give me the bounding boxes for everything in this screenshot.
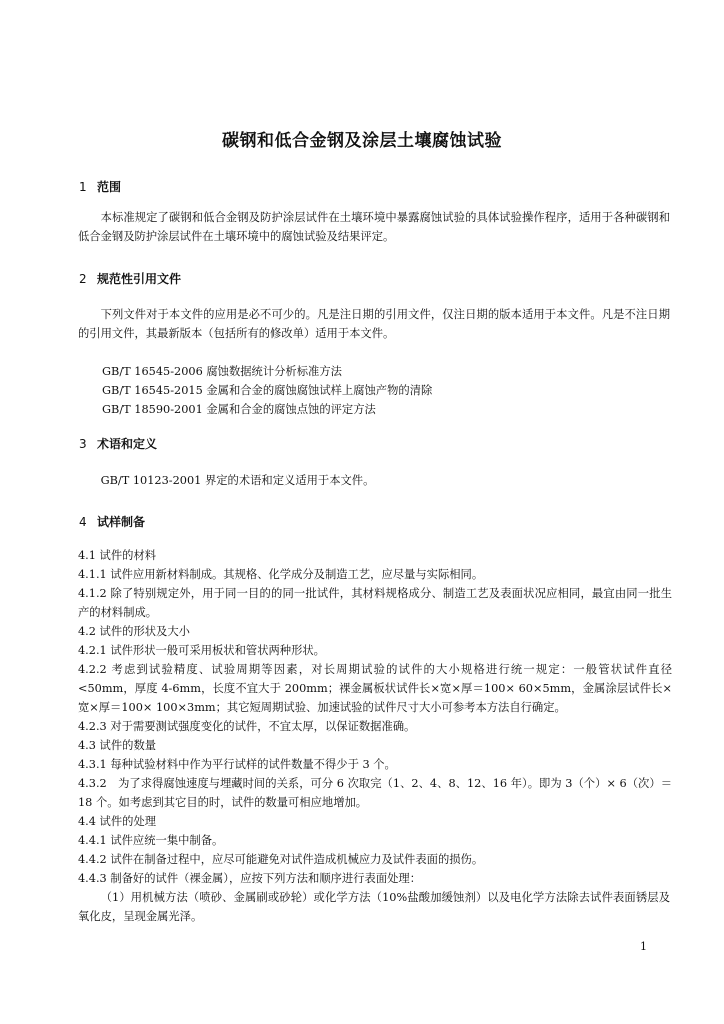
section-2-paragraph: 下列文件对于本文件的应用是必不可少的。凡是注日期的引用文件，仅注日期的版本适用于本文件。凡是不注日期的引用文件，其最新版本（包括所有的修改单）适用于本文件。	[78, 308, 670, 340]
section-title: 试样制备	[97, 515, 146, 529]
section-3-paragraph: GB/T 10123-2001 界定的术语和定义适用于本文件。	[100, 474, 375, 487]
page-title: 碳钢和低合金钢及涂层土壤腐蚀试验	[222, 131, 502, 151]
page-number: 1	[640, 940, 647, 953]
clause-4-4-3: 4.4.3 制备好的试件（裸金属），应按下列方法和顺序进行表面处理：	[78, 872, 422, 885]
clause-4-4-3-item-1: （1）用机械方法（喷砂、金属刷或砂轮）或化学方法（10%盐酸加缓蚀剂）以及电化学方法除去试件表面锈层及氧化皮，呈现金属光泽。	[78, 891, 670, 923]
section-3-heading	[79, 435, 157, 452]
clause-4-3: 4.3 试件的数量	[78, 739, 157, 752]
clause-4-2-3: 4.2.3 对于需要测试强度变化的试件，不宜太厚，以保证数据准确。	[78, 720, 416, 733]
section-4-heading	[79, 513, 145, 530]
clause-4-2-2: 4.2.2 考虑到试验精度、试验周期等因素，对长周期试验的试件的大小规格进行统一规定：一般管状试件直径<50mm，厚度 4-6mm，长度不宜大于 200mm；裸金属板状试件长×宽×厚＝100× 60×5mm，金属涂层试件长×宽×厚＝100× 100×3mm；其它短周期试验、加速试验的试件尺寸大小可参考本方法自行确定。	[78, 663, 672, 714]
reference-item: GB/T 16545-2006 腐蚀数据统计分析标准方法	[102, 365, 342, 378]
clause-4-2: 4.2 试件的形状及大小	[78, 625, 190, 638]
section-1-paragraph: 本标准规定了碳钢和低合金钢及防护涂层试件在土壤环境中暴露腐蚀试验的具体试验操作程序，适用于各种碳钢和低合金钢及防护涂层试件在土壤环境中的腐蚀试验及结果评定。	[78, 211, 670, 243]
reference-item: GB/T 16545-2015 金属和合金的腐蚀腐蚀试样上腐蚀产物的清除	[102, 384, 433, 397]
section-number: 1	[79, 180, 87, 194]
section-title: 规范性引用文件	[97, 272, 182, 286]
section-1-heading	[79, 178, 121, 195]
clause-4-3-1: 4.3.1 每种试验材料中作为平行试样的试件数量不得少于 3 个。	[78, 758, 396, 771]
clause-4-1-2: 4.1.2 除了特别规定外，用于同一目的的同一批试件，其材料规格成分、制造工艺及表面状况应相同，最宜由同一批生产的材料制成。	[78, 587, 672, 619]
clause-4-3-2: 4.3.2 为了求得腐蚀速度与埋藏时间的关系，可分 6 次取完（1、2、4、8、12、16 年）。即为 3（个）× 6（次）＝18 个。如考虑到其它目的时，试件的数量可相应地增加。	[78, 777, 672, 809]
section-number: 2	[79, 272, 87, 286]
clause-4-1-1: 4.1.1 试件应用新材料制成。其规格、化学成分及制造工艺，应尽量与实际相同。	[78, 568, 484, 581]
clause-4-4: 4.4 试件的处理	[78, 815, 157, 828]
clause-4-2-1: 4.2.1 试件形状一般可采用板状和管状两种形状。	[78, 644, 325, 657]
section-number: 4	[79, 515, 87, 529]
section-title: 术语和定义	[97, 437, 158, 451]
reference-item: GB/T 18590-2001 金属和合金的腐蚀点蚀的评定方法	[102, 403, 376, 416]
section-2-heading	[79, 270, 181, 287]
clause-4-4-2: 4.4.2 试件在制备过程中，应尽可能避免对试件造成机械应力及试件表面的损伤。	[78, 853, 484, 866]
section-title: 范围	[97, 180, 122, 194]
clause-4-1: 4.1 试件的材料	[78, 549, 157, 562]
clause-4-4-1: 4.4.1 试件应统一集中制备。	[78, 834, 224, 847]
section-number: 3	[79, 437, 87, 451]
